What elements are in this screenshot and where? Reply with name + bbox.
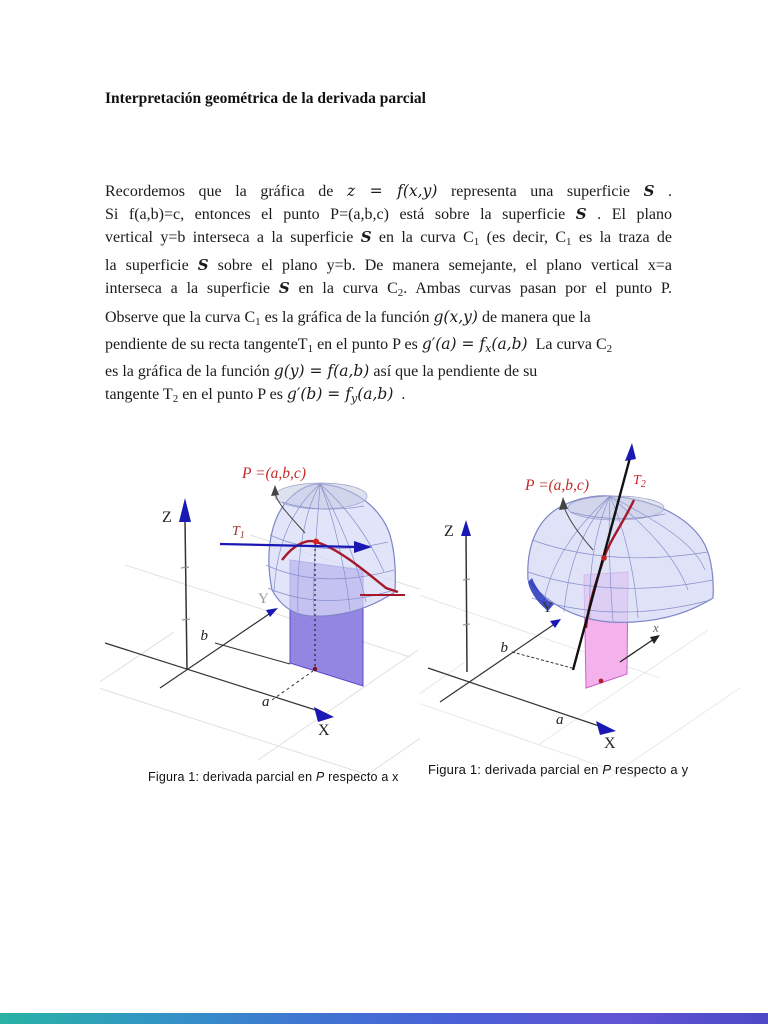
text-line: la superficie S sobre el plano y=b. De manera semejante, el plano vertical x=a [105, 256, 673, 274]
surface-dome [528, 496, 713, 622]
y-axis [160, 608, 278, 688]
text-line: Recordemos que la gráfica de z = f(x,y) representa una superficie S . [105, 182, 673, 200]
b-label: b [200, 628, 208, 644]
floor-grid [420, 592, 740, 778]
paragraph-intro [105, 180, 672, 305]
text-line: vertical y=b interseca a la superficie S en la curva C1 (es decir, C1 es la traza de [105, 228, 672, 248]
figure-partial-y [420, 440, 740, 780]
z-axis [461, 520, 471, 672]
tangent-t1-label: $T_1$ [232, 524, 245, 541]
surface-dome [266, 483, 395, 616]
text-line: Si f(a,b)=c, entonces el punto P=(a,b,c) está sobre la superficie S . El plano [105, 205, 673, 223]
b-label: b [500, 640, 508, 656]
a-label: a [262, 694, 270, 710]
text-line: es la gráfica de la función g(y) = f(a,b) así que la pendiente de su [105, 362, 538, 380]
z-axis-label: Z [444, 523, 454, 540]
x-minor-axis-label: x [653, 620, 659, 635]
figure-caption-left: Figura 1: derivada parcial en P respecto a x [148, 770, 399, 784]
figure-caption-right: Figura 1: derivada parcial en P respecto a y [428, 762, 689, 777]
point-p-label: P =(a,b,c) [242, 465, 306, 482]
text-line: interseca a la superficie S en la curva C2. Ambas curvas pasan por el punto P. [105, 279, 673, 299]
y-axis-label: Y [542, 600, 553, 616]
y-axis-label: Y [258, 591, 269, 607]
text-line: tangente T2 en el punto P es g′(b) = fy(a,b) . [105, 385, 406, 405]
a-label: a [556, 712, 564, 728]
footer-gradient-bar [0, 1013, 768, 1024]
point-p-label: P =(a,b,c) [525, 477, 589, 494]
z-axis-label: Z [162, 509, 172, 526]
b-dashed-line [512, 652, 572, 668]
text-line: pendiente de su recta tangenteT1 en el punto P es g′(a) = fx(a,b) La curva C2 [105, 335, 613, 355]
x-axis-label: X [604, 735, 616, 752]
x-axis-label: X [318, 722, 330, 739]
point-p [601, 555, 607, 561]
page-title: Interpretación geométrica de la derivada parcial [105, 90, 426, 107]
floor-point [599, 679, 604, 684]
point-p [313, 539, 319, 545]
tangent-t2-label: $T_2$ [633, 473, 646, 490]
text-line: Observe que la curva C1 es la gráfica de la función g(x,y) de manera que la [105, 308, 591, 328]
figure-partial-x [100, 440, 420, 780]
paragraph-observation [105, 306, 672, 410]
